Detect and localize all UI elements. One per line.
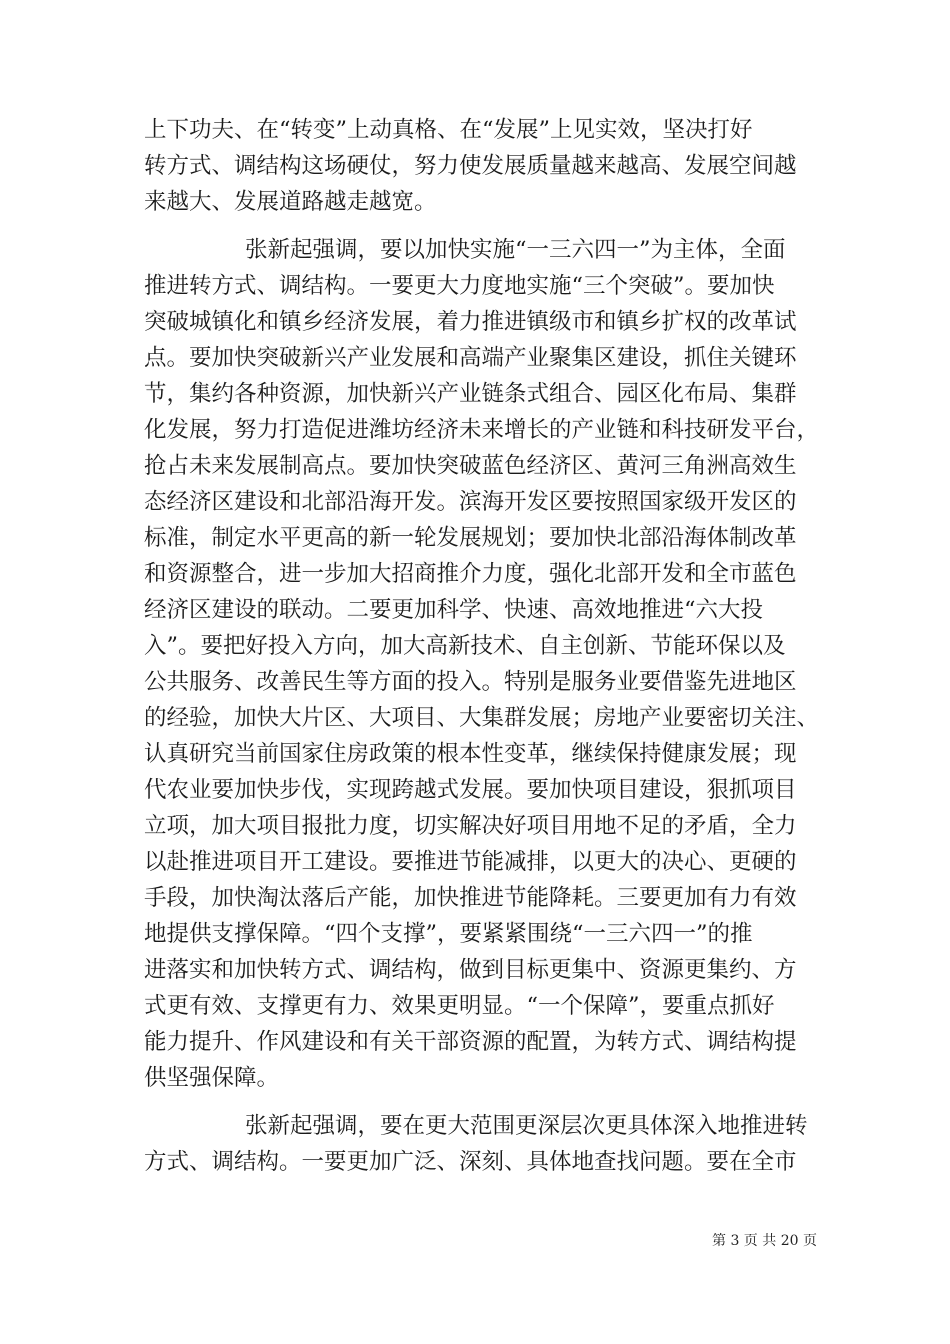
text-line: 点。要加快突破新兴产业发展和高端产业聚集区建设，抓住关键环 [144,345,797,371]
text-line: 供坚强保障。 [144,1065,280,1091]
text-line: 代农业要加快步伐，实现跨越式发展。要加快项目建设，狠抓项目 [144,777,797,803]
text-line: 经济区建设的联动。二要更加科学、快速、高效地推进“六大投 [144,597,764,623]
text-line: 进落实和加快转方式、调结构，做到目标更集中、资源更集约、方 [144,957,797,983]
text-line: 公共服务、改善民生等方面的投入。特别是服务业要借鉴先进地区 [144,669,797,695]
text-line: 地提供支撑保障。“四个支撑”，要紧紧围绕“一三六四一”的推 [144,921,753,947]
text-line: 以赴推进项目开工建设。要推进节能减排，以更大的决心、更硬的 [144,849,797,875]
text-line: 入”。要把好投入方向，加大高新技术、自主创新、节能环保以及 [144,633,786,659]
text-line: 化发展，努力打造促进潍坊经济未来增长的产业链和科技研发平台， [144,417,820,443]
text-line: 上下功夫、在“转变”上动真格、在“发展”上见实效，坚决打好 [144,117,753,143]
text-line: 突破城镇化和镇乡经济发展，着力推进镇级市和镇乡扩权的改革试 [144,309,797,335]
text-line: 来越大、发展道路越走越宽。 [144,189,437,215]
text-line: 认真研究当前国家住房政策的根本性变革，继续保持健康发展；现 [144,741,797,767]
page-number-footer: 第 3 页 共 20 页 [712,1233,817,1249]
text-line: 立项，加大项目报批力度，切实解决好项目用地不足的矛盾，全力 [144,813,797,839]
text-line: 标准，制定水平更高的新一轮发展规划；要加快北部沿海体制改革 [144,525,797,551]
text-line: 节，集约各种资源，加快新兴产业链条式组合、园区化布局、集群 [144,381,797,407]
text-line: 态经济区建设和北部沿海开发。滨海开发区要按照国家级开发区的 [144,489,797,515]
text-line: 的经验，加快大片区、大项目、大集群发展；房地产业要密切关注、 [144,705,820,731]
text-line: 能力提升、作风建设和有关干部资源的配置，为转方式、调结构提 [144,1029,797,1055]
text-line: 转方式、调结构这场硬仗，努力使发展质量越来越高、发展空间越 [144,153,797,179]
text-line: 张新起强调，要以加快实施“一三六四一”为主体，全面 [245,237,786,263]
text-line: 张新起强调，要在更大范围更深层次更具体深入地推进转 [245,1113,808,1139]
text-line: 式更有效、支撑更有力、效果更明显。“一个保障”，要重点抓好 [144,993,775,1019]
text-line: 推进转方式、调结构。一要更大力度地实施“三个突破”。要加快 [144,273,775,299]
text-line: 和资源整合，进一步加大招商推介力度，强化北部开发和全市蓝色 [144,561,797,587]
text-line: 方式、调结构。一要更加广泛、深刻、具体地查找问题。要在全市 [144,1149,797,1175]
text-line: 抢占未来发展制高点。要加快突破蓝色经济区、黄河三角洲高效生 [144,453,797,479]
text-line: 手段，加快淘汰落后产能，加快推进节能降耗。三要更加有力有效 [144,885,797,911]
